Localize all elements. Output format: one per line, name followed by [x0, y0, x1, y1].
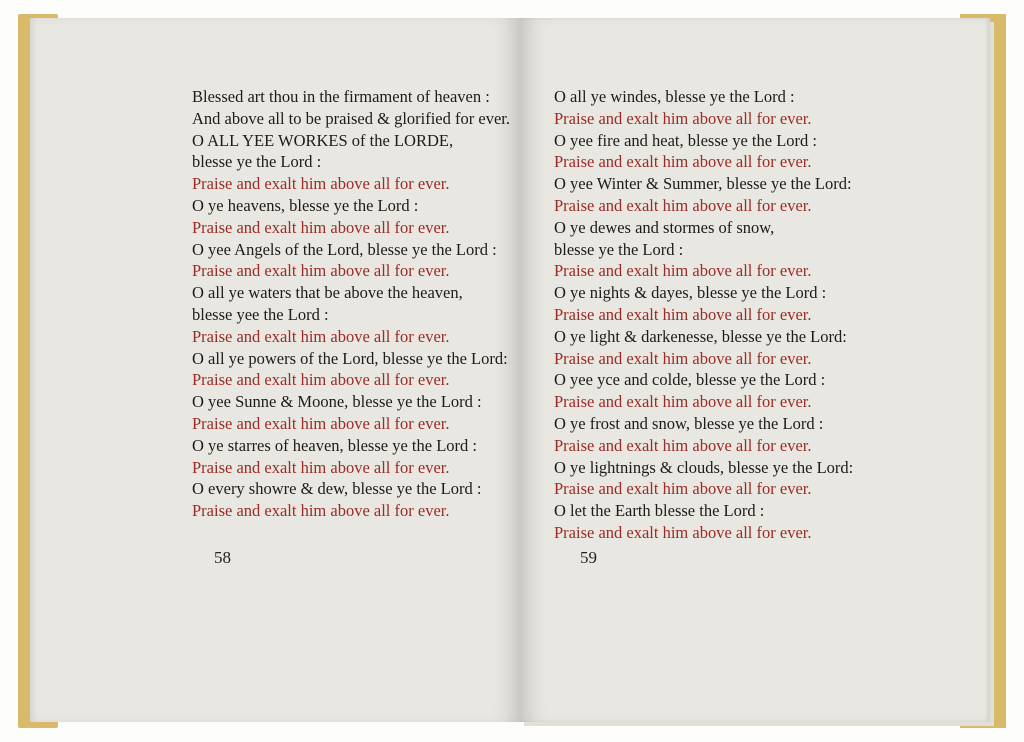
refrain-line: Praise and exalt him above all for ever.	[192, 370, 450, 390]
refrain-line: Praise and exalt him above all for ever.	[554, 392, 812, 412]
refrain-line: Praise and exalt him above all for ever.	[554, 195, 812, 215]
verse-line: O ye lightnings & clouds, blesse ye the Lord:	[554, 457, 854, 477]
refrain-line: Praise and exalt him above all for ever.	[554, 348, 812, 368]
refrain-line: Praise and exalt him above all for ever.	[554, 304, 812, 324]
refrain-line: Praise and exalt him above all for ever.	[192, 326, 450, 346]
verse-line: O all ye powers of the Lord, blesse ye the Lord:	[192, 348, 508, 368]
refrain-line: Praise and exalt him above all for ever.	[554, 152, 812, 172]
verse-line: And above all to be praised & glorified for ever.	[192, 108, 510, 128]
refrain-line: Praise and exalt him above all for ever.	[192, 174, 450, 194]
verse-line: O yee yce and colde, blesse ye the Lord :	[554, 370, 826, 390]
verse-line: Blessed art thou in the firmament of heaven :	[192, 87, 490, 106]
refrain-line: Praise and exalt him above all for ever.	[192, 413, 450, 433]
refrain-line: Praise and exalt him above all for ever.	[554, 261, 812, 281]
refrain-line: Praise and exalt him above all for ever.	[192, 217, 450, 237]
refrain-line: Praise and exalt him above all for ever.	[554, 435, 812, 455]
refrain-line: Praise and exalt him above all for ever.	[554, 522, 812, 542]
refrain-line: Praise and exalt him above all for ever.	[192, 261, 450, 281]
verse-line: blesse yee the Lord :	[192, 304, 329, 324]
right-page-text	[554, 86, 853, 544]
verse-line: O ye light & darkenesse, blesse ye the Lord:	[554, 326, 847, 346]
verse-line: O yee Angels of the Lord, blesse ye the Lord :	[192, 239, 497, 259]
refrain-line: Praise and exalt him above all for ever.	[192, 457, 450, 477]
verse-line: O all ye windes, blesse ye the Lord :	[554, 87, 795, 106]
verse-line: O every showre & dew, blesse ye the Lord :	[192, 479, 482, 499]
page-number-right: 59	[580, 548, 597, 567]
page-number-left: 58	[214, 548, 231, 567]
verse-line: O ye starres of heaven, blesse ye the Lord :	[192, 435, 477, 455]
verse-line: O ye heavens, blesse ye the Lord :	[192, 195, 419, 215]
verse-line: O ye dewes and stormes of snow,	[554, 217, 775, 237]
refrain-line: Praise and exalt him above all for ever.	[554, 108, 812, 128]
verse-line: O ALL YEE WORKES of the LORDE,	[192, 130, 454, 150]
refrain-line: Praise and exalt him above all for ever.	[554, 479, 812, 499]
verse-line: O all ye waters that be above the heaven,	[192, 283, 463, 303]
verse-line: O ye nights & dayes, blesse ye the Lord :	[554, 283, 827, 303]
verse-line: O yee fire and heat, blesse ye the Lord :	[554, 130, 817, 150]
verse-line: O yee Sunne & Moone, blesse ye the Lord :	[192, 392, 482, 412]
verse-line: blesse ye the Lord :	[192, 152, 322, 172]
refrain-line: Praise and exalt him above all for ever.	[192, 501, 450, 521]
left-page-text	[192, 86, 510, 522]
verse-line: blesse ye the Lord :	[554, 239, 684, 259]
verse-line: O ye frost and snow, blesse ye the Lord :	[554, 413, 824, 433]
verse-line: O yee Winter & Summer, blesse ye the Lord:	[554, 174, 852, 194]
verse-line: O let the Earth blesse the Lord :	[554, 501, 765, 521]
